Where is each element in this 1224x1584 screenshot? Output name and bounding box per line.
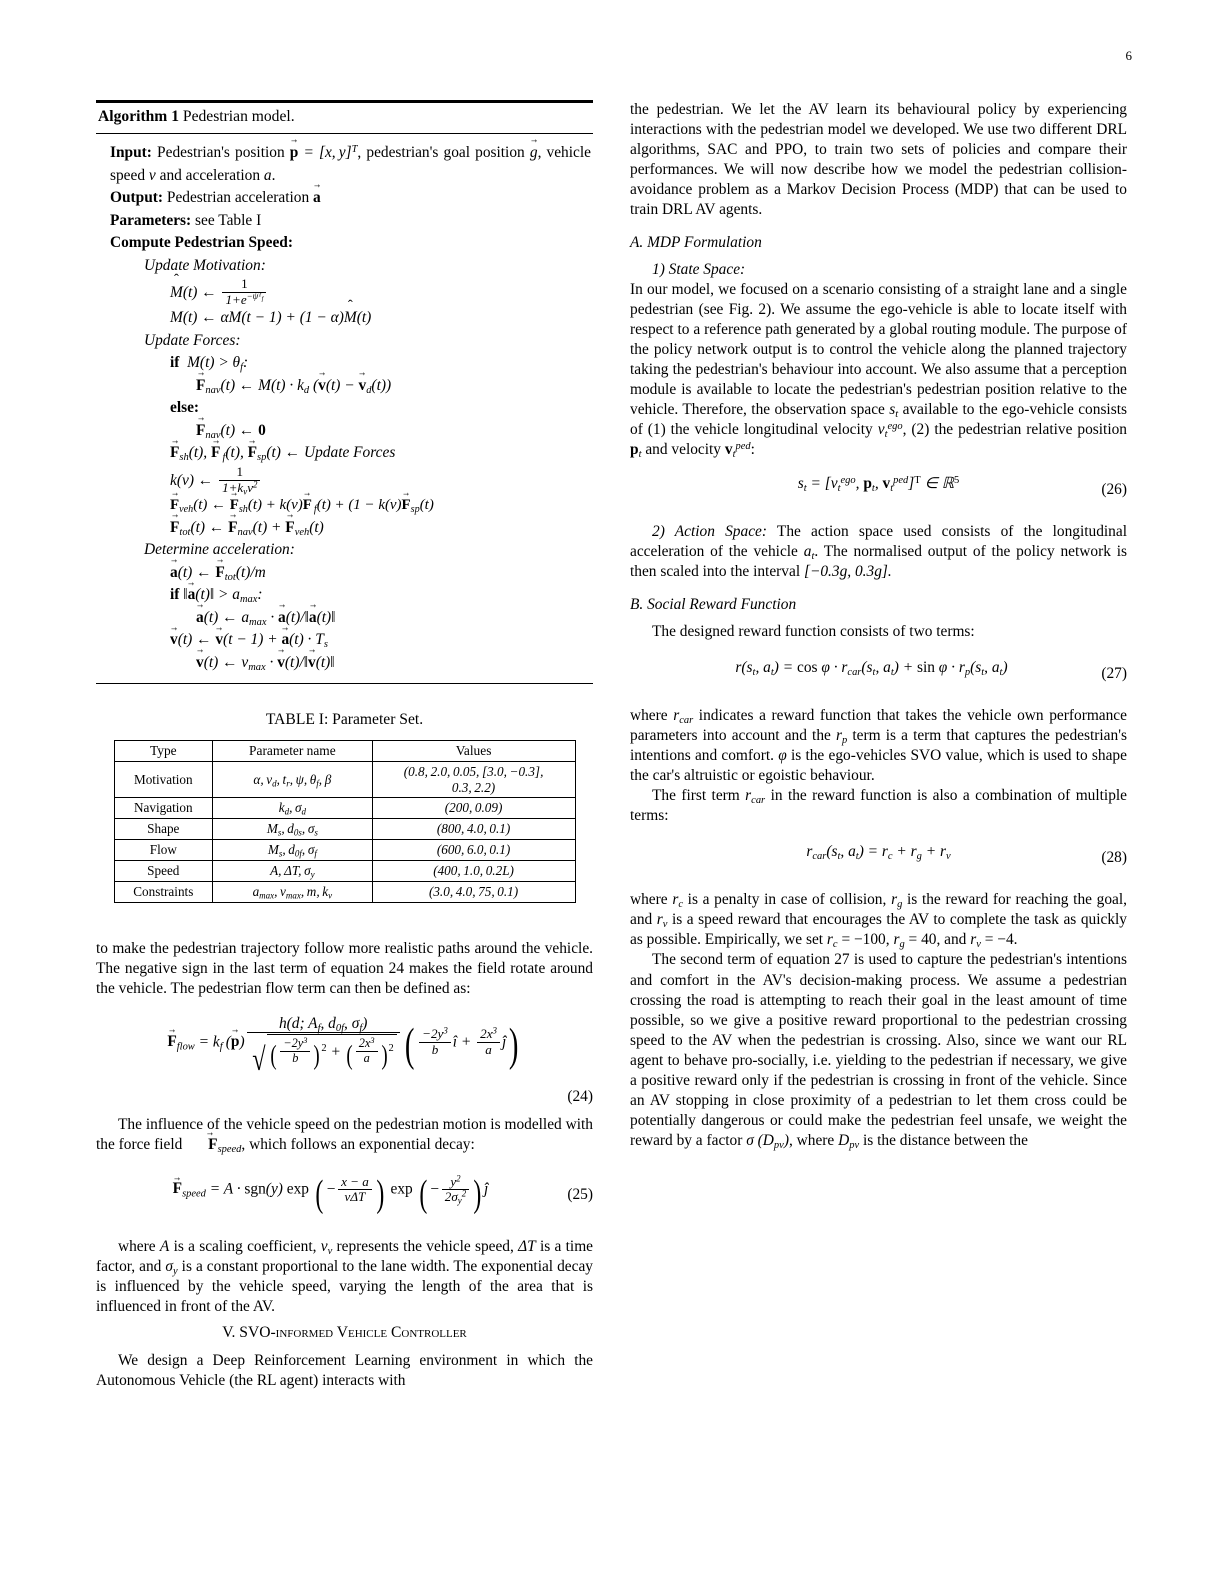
- algorithm-else-line: else:: [170, 399, 200, 417]
- paragraph-intro: the pedestrian. We let the AV learn its behavioural policy by experiencing interactions with the pedestrian model we developed. We use two different DRL algorithms, SAC and PPO, to train two sets of policies and compare their performances. We will now describe how we model the pedestrian collision-avoidance problem as a Markov Decision Process (MDP) that can be used to train DRL AV agents.: [630, 101, 1127, 219]
- table-cell-params: $M_s$, $d_{0s}$, $\sigma_s$: [213, 819, 373, 840]
- paragraph-second-term: The second term of equation 27 is used to capture the pedestrian's intentions and comfort in the AV's decision-making process. We assume a pedestrian crossing the road is attempting to reach their goal in the least amount of time possible, so we give a positive reward proportional to the pedestrian crossing speed to the AV when the pedestrian is crossing. Also, since we want our RL agent to behave pro-socially, i.e. yielding to the pedestrian if necessary, we give a positive reward only if the pedestrian is crossing in front of the vehicle. Since an AV stopping in close proximity of a pedestrian to let them cross could be potentially dangerous or could make the pedestrian feel unsafe, we weight the reward by a factor σ $(D_{pv})$, where $D_{pv}$ is the distance between the: [630, 951, 1127, 1151]
- table-cell-type: Navigation: [114, 798, 213, 819]
- algorithm-input-text-3: , vehicle speed: [110, 144, 591, 184]
- table-header-parameter-name: Parameter name: [213, 740, 373, 761]
- algorithm-update-forces-line: $F \to_{sh}(t)$, F → $_f$(t), $F \to_{sp}(t)$ ← Update Forces: [170, 442, 591, 464]
- table-row: [114, 881, 575, 902]
- state-space-text-5: :: [750, 441, 755, 459]
- algorithm-update-forces-label: Update Forces:: [144, 331, 241, 349]
- equation-27-number: (27): [1101, 665, 1127, 683]
- input-eq: = [x, y]$^T$: [298, 144, 358, 162]
- algorithm-fnav-else-line: $F \to_{nav}(t)$ ← 0: [196, 420, 591, 442]
- algorithm-determine-acceleration-label: Determine acceleration:: [144, 541, 295, 559]
- state-space-text-2: available to the ego-vehicle consists of (1) the vehicle longitudinal velocity: [630, 401, 1127, 439]
- table-cell-values: (800, 4.0, 0.1): [372, 819, 575, 840]
- algorithm-mhat-line: M ˆ(t) ← $\frac{1}{1+e^{-\psi^T_f}}$: [170, 277, 591, 307]
- paragraph-design-drl: We design a Deep Reinforcement Learning environment in which the Autonomous Vehicle (the RL agent) interacts with: [96, 1352, 593, 1390]
- algorithm-output-line: [110, 187, 591, 209]
- where-rc-text-4: is a speed reward that encourages the AV to complete the task as quickly as possible. Empirically, we set: [630, 911, 1127, 949]
- equation-27-body: $r(s_t$, $a_t) = \cos \varphi \cdot r_{car}(s_t$, $a_t) + \sin \varphi \cdot r_p(s_t$, $a_t$): [735, 659, 1008, 679]
- table-cell-params: A, ΔT, $\sigma_y$: [213, 860, 373, 881]
- table-cell-type: Motivation: [114, 761, 213, 798]
- table-cell-values: (400, 1.0, 0.2L): [372, 860, 575, 881]
- algorithm-input-label: Input:: [110, 144, 152, 162]
- table-row: [114, 819, 575, 840]
- first-term-text-1: The first term: [652, 787, 740, 805]
- where-rcar-text-4: is the ego-vehicles SVO value, which is used to shape the car's altruistic or egoistic behaviour.: [630, 747, 1127, 785]
- speed-v: v: [148, 166, 156, 184]
- paragraph-speed-influence: The influence of the vehicle speed on the pedestrian motion is modelled with the force field $F \to_{speed}$, which follows an exponential decay:: [96, 1115, 593, 1155]
- where-A-text-5: is a constant proportional to the lane width. The exponential decay is influenced by the vehicle speed, varying the length of the area that is influenced in front of the AV.: [96, 1257, 593, 1315]
- parameter-table: [114, 740, 576, 903]
- if-keyword: if: [170, 354, 180, 372]
- algorithm-kv-line: k(v) ← $\frac{1}{1+k_vv^2}$: [170, 465, 591, 495]
- equation-28: [630, 842, 1127, 874]
- paragraph-where-A: where A is a scaling coefficient, $v_v$ represents the vehicle speed, ΔT is a time factor, and $\sigma_y$ is a constant proportional to the lane width. The exponential decay is influenced by the vehicle speed, varying the length of the area that is influenced in front of the AV.: [96, 1237, 593, 1315]
- equation-28-number: (28): [1101, 849, 1127, 867]
- where-rc-value-3: = −4.: [984, 931, 1018, 949]
- where-A-text-4: is a time factor, and: [96, 1237, 593, 1275]
- algorithm-ftot-line: $F \to_{tot}(t)$ ← $F \to_{nav}(t) + F \to_{veh}(t)$: [170, 517, 591, 539]
- table-caption: TABLE I: Parameter Set.: [265, 711, 424, 729]
- table-row: [114, 840, 575, 861]
- heading-b-social-reward: B. Social Reward Function: [630, 596, 797, 614]
- where-rc-value-2: = 40, and: [908, 931, 967, 949]
- update-forces-italic: Update Forces: [304, 444, 396, 462]
- if2-keyword: if: [170, 586, 180, 604]
- section-heading-v: V. SVO-informed Vehicle Controller: [222, 1323, 467, 1341]
- where-rc-text-1: where: [630, 891, 668, 909]
- algorithm-block: [96, 100, 593, 684]
- m-hat: M ˆ: [170, 282, 183, 304]
- second-term-text-3: is the distance between the: [862, 1131, 1028, 1149]
- table-cell-values: (600, 6.0, 0.1): [372, 840, 575, 861]
- table-cell-type: Flow: [114, 840, 213, 861]
- state-space-text-1: In our model, we focused on a scenario consisting of a straight lane and a single pedestrian (see Fig. 2). We assume the ego-vehicle is able to locate itself with respect to a reference path generated by a global routing module. The purpose of the policy network output is to control the vehicle along the planned trajectory taking the pedestrian's behaviour into account. We also assume that a perception module is available to locate the pedestrian's pedestrian position relative to the vehicle. Therefore, the observation space: [630, 281, 1127, 419]
- equation-25-body: $F \to_{speed} = A \cdot sgn(y)$ exp ( − $\frac{x - a}{\text{vΔT}}$ ) exp ( − $\frac{y^2}{2\sigma_y^2}$ ) ĵ: [173, 1169, 489, 1219]
- algorithm-parameters-line: [110, 210, 591, 232]
- table-row: [114, 798, 575, 819]
- where-rc-text-2: is a penalty in case of collision,: [687, 891, 887, 909]
- sigmoid-numerator: 1: [241, 276, 248, 292]
- paragraph-first-term: The first term $r_{car}$ in the reward function is also a combination of multiple terms:: [630, 787, 1127, 825]
- equation-24-body: $F \to_{flow} = k_f$ (p →) h(d; $A_f$, $d_{0f}$, $\sigma_f$) √ ( $\frac{-2y^3}{b}$ )$^2$ + ( $\frac{2x^3}{a}$ )$^2$ ( $\frac{-2y^3}{b}$ î + $\frac{2x^3}{a}$ ĵ): [167, 1015, 521, 1078]
- algorithm-a-line: a →(t) ← $F \to_{tot}(t)/m$: [170, 562, 591, 584]
- algorithm-fnav-if-line: $F \to_{nav}(t)$ ← $M(t) \cdot k_d$ $(v \to(t) - v \to_d(t))$: [196, 375, 591, 397]
- equation-28-body: $r_{car}(s_t$, $a_t) = r_c + r_g + r_v$: [806, 843, 951, 863]
- table-header-row: [114, 740, 575, 761]
- right-column: [630, 100, 1127, 1151]
- sigmoid-fraction: [222, 277, 266, 307]
- table-cell-values: (0.8, 2.0, 0.05, [3.0, −0.3], 0.3, 2.2): [372, 761, 575, 798]
- algorithm-if2-line: if ‖a →(t)‖ > $a_{max}$:: [170, 584, 591, 606]
- algorithm-input-text-2: , pedestrian's goal position: [357, 144, 525, 162]
- algorithm-caption: Pedestrian model.: [182, 108, 295, 125]
- equation-25-number: (25): [567, 1185, 593, 1203]
- where-rcar-text-3: term is a term that captures the pedestrian's intentions and comfort.: [630, 727, 1127, 765]
- table-row: [114, 860, 575, 881]
- algorithm-if-line: if $M(t) > \theta_f$:: [170, 354, 249, 374]
- equation-24-number: (24): [567, 1087, 593, 1105]
- table-header-values: Values: [372, 740, 575, 761]
- where-rcar-text-1: where: [630, 707, 668, 725]
- where-A-text-3: represents the vehicle speed,: [336, 1237, 514, 1255]
- algorithm-compute-label: Compute Pedestrian Speed:: [110, 234, 293, 252]
- table-cell-values: (200, 0.09): [372, 798, 575, 819]
- equation-26-number: (26): [1101, 481, 1127, 499]
- speed-influence-text-2: , which follows an exponential decay:: [241, 1135, 475, 1153]
- page-number: 6: [1125, 48, 1132, 63]
- where-rcar-text-2: indicates a reward function that takes the vehicle own performance parameters into account and the: [630, 707, 1127, 745]
- paragraph-action-space: 2) Action Space: The action space used consists of the longitudinal acceleration of the vehicle $a_t$. The normalised output of the policy network is then scaled into the interval [−0.3g, 0.3g].: [630, 523, 1128, 581]
- algorithm-input-text-4: and acceleration: [159, 166, 261, 184]
- equation-27: [630, 658, 1127, 690]
- algorithm-rule-bottom: [96, 683, 593, 684]
- vector-p: p →: [290, 142, 299, 164]
- vector-g: g →: [530, 142, 538, 164]
- sigmoid-denominator: $1+e^{-\psi^T_f}$: [222, 292, 266, 308]
- algorithm-v-clip-line: v →(t) ← $v_{max} \cdot v$ →(t)/‖v →(t)‖: [196, 652, 591, 674]
- algorithm-parameters-text: see Table I: [195, 211, 262, 229]
- kv-fraction: [219, 465, 260, 495]
- algorithm-input-period: .: [271, 166, 276, 184]
- first-term-text-2: in the reward function is also a combination of multiple terms:: [630, 787, 1127, 825]
- action-space-interval: [−0.3g, 0.3g].: [803, 563, 892, 581]
- equation-25: [96, 1169, 593, 1221]
- paragraph-reward-intro: The designed reward function consists of two terms:: [652, 623, 975, 641]
- algorithm-a-clip-line: a →(t) ← $a_{max} \cdot a$ →(t)/‖a →(t)‖: [196, 607, 591, 629]
- where-rc-text-3: is the reward for reaching the goal, and: [630, 891, 1128, 929]
- left-column: [96, 100, 593, 1391]
- second-term-text-1: The second term of equation 27 is used to capture the pedestrian's intentions and comfort in the AV's decision-making process. We assume a pedestrian crossing the road is attempting to reach their goal in the least amount of time possible, so we give a positive reward proportional to the pedestrian crossing speed to the AV when the pedestrian is crossing. Also, since we want our RL agent to behave pro-socially, i.e. yielding to the pedestrian if necessary, we give a positive reward only if the pedestrian is crossing in front of the vehicle. Since an AV stopping in close proximity of a pedestrian to let them cross could be potentially dangerous or could make the pedestrian feel unsafe, we weight the reward by a factor: [630, 951, 1127, 1149]
- algorithm-output-text: Pedestrian acceleration: [166, 189, 310, 207]
- table-cell-type: Shape: [114, 819, 213, 840]
- algorithm-fveh-line: $F \to_{veh}(t)$ ← $F \to_{sh}(t) + k(v)F \to _f(t) + (1 - k(v)F \to_{sp}(t)$: [170, 495, 591, 517]
- algorithm-v-line: v →(t) ← $v \to(t - 1) + a \to(t) \cdot T_s$: [170, 629, 591, 651]
- algorithm-m-line: M(t) ← αM(t − 1) + (1 − α)M ˆ(t): [170, 307, 591, 329]
- table-cell-params: $M_s$, $d_{0f}$, $\sigma_f$: [213, 840, 373, 861]
- paragraph-where-rc: where $r_c$ is a penalty in case of collision, $r_g$ is the reward for reaching the goal, and $r_v$ is a speed reward that encourages the AV to complete the task as quickly as possible. Empirically, we set $r_c = -100$, $r_g = 40$, and $r_v = -4$.: [630, 891, 1128, 951]
- table-cell-values: (3.0, 4.0, 75, 0.1): [372, 881, 575, 902]
- heading-a-mdp-formulation: A. MDP Formulation: [630, 234, 762, 252]
- subheading-action-space: 2) Action Space:: [652, 523, 767, 541]
- subheading-state-space: 1) State Space:: [652, 261, 746, 279]
- table-cell-params: $a_{max}$, $v_{max}$, m, $k_v$: [213, 881, 373, 902]
- algorithm-label: Algorithm 1: [98, 108, 179, 125]
- algorithm-input-line: [110, 142, 591, 187]
- table-cell-type: Constraints: [114, 881, 213, 902]
- where-A-text-1: where: [118, 1237, 156, 1255]
- algorithm-output-label: Output:: [110, 189, 164, 207]
- paragraph-where-rcar: where $r_{car}$ indicates a reward function that takes the vehicle own performance parameters into account and the $r_p$ term is a term that captures the pedestrian's intentions and comfort. φ is the ego-vehicles SVO value, which is used to shape the car's altruistic or egoistic behaviour.: [630, 707, 1127, 785]
- table-cell-params: α, $v_d$, $t_r$, ψ, $\theta_f$, β: [213, 761, 373, 798]
- paragraph-flow-term: to make the pedestrian trajectory follow more realistic paths around the vehicle. The negative sign in the last term of equation 24 makes the field rotate around the vehicle. The pedestrian flow term can then be defined as:: [96, 939, 593, 997]
- kv-numerator: 1: [236, 463, 244, 479]
- kv-denominator: $1+k_vv^2$: [219, 480, 260, 496]
- action-space-text-2: . The normalised output of the policy network is then scaled into the interval: [630, 543, 1128, 581]
- table-cell-type: Speed: [114, 860, 213, 881]
- table-header-type: Type: [114, 740, 213, 761]
- algorithm-title: [96, 103, 593, 131]
- equation-24: [96, 1014, 593, 1105]
- speed-influence-text-1: The influence of the vehicle speed on the pedestrian motion is modelled with the force field: [96, 1115, 593, 1153]
- second-term-text-2: , where: [788, 1131, 835, 1149]
- table-cell-params: $k_d$, $\sigma_d$: [213, 798, 373, 819]
- action-space-text-1: The action space used consists of the longitudinal acceleration of the vehicle: [630, 523, 1127, 561]
- algorithm-parameters-label: Parameters:: [110, 211, 192, 229]
- where-A-text-2: is a scaling coefficient,: [173, 1237, 317, 1255]
- vector-a-output: a →: [313, 187, 321, 209]
- table-row: [114, 761, 575, 798]
- accel-a: a: [263, 166, 272, 184]
- state-space-text-3: , (2) the pedestrian relative position: [902, 421, 1127, 439]
- state-space-text-4: and velocity: [645, 441, 721, 459]
- equation-26: [630, 474, 1127, 506]
- equation-26-body: $s_t = [v_t^{ego}$, $p_t$, $v_t^{ped}]^T$ ∈ ℝ$^5$: [797, 475, 960, 495]
- algorithm-body: [96, 134, 593, 680]
- paragraph-state-space: In our model, we focused on a scenario consisting of a straight lane and a single pedestrian (see Fig. 2). We assume the ego-vehicle is able to locate itself with respect to a reference path generated by a global routing module. The purpose of the policy network output is to control the vehicle along the planned trajectory taking the pedestrian's behaviour into account. We also assume that a perception module is available to locate the pedestrian's pedestrian position relative to the vehicle. Therefore, the observation space $s_t$ available to the ego-vehicle consists of (1) the vehicle longitudinal velocity $v_t^{ego}$, (2) the pedestrian relative position $p_t$ and velocity $v_t^{ped}$:: [630, 281, 1127, 461]
- where-rc-value-1: = −100,: [841, 931, 890, 949]
- algorithm-input-text-1: Pedestrian's position: [157, 144, 285, 162]
- algorithm-update-motivation-label: Update Motivation:: [144, 256, 266, 274]
